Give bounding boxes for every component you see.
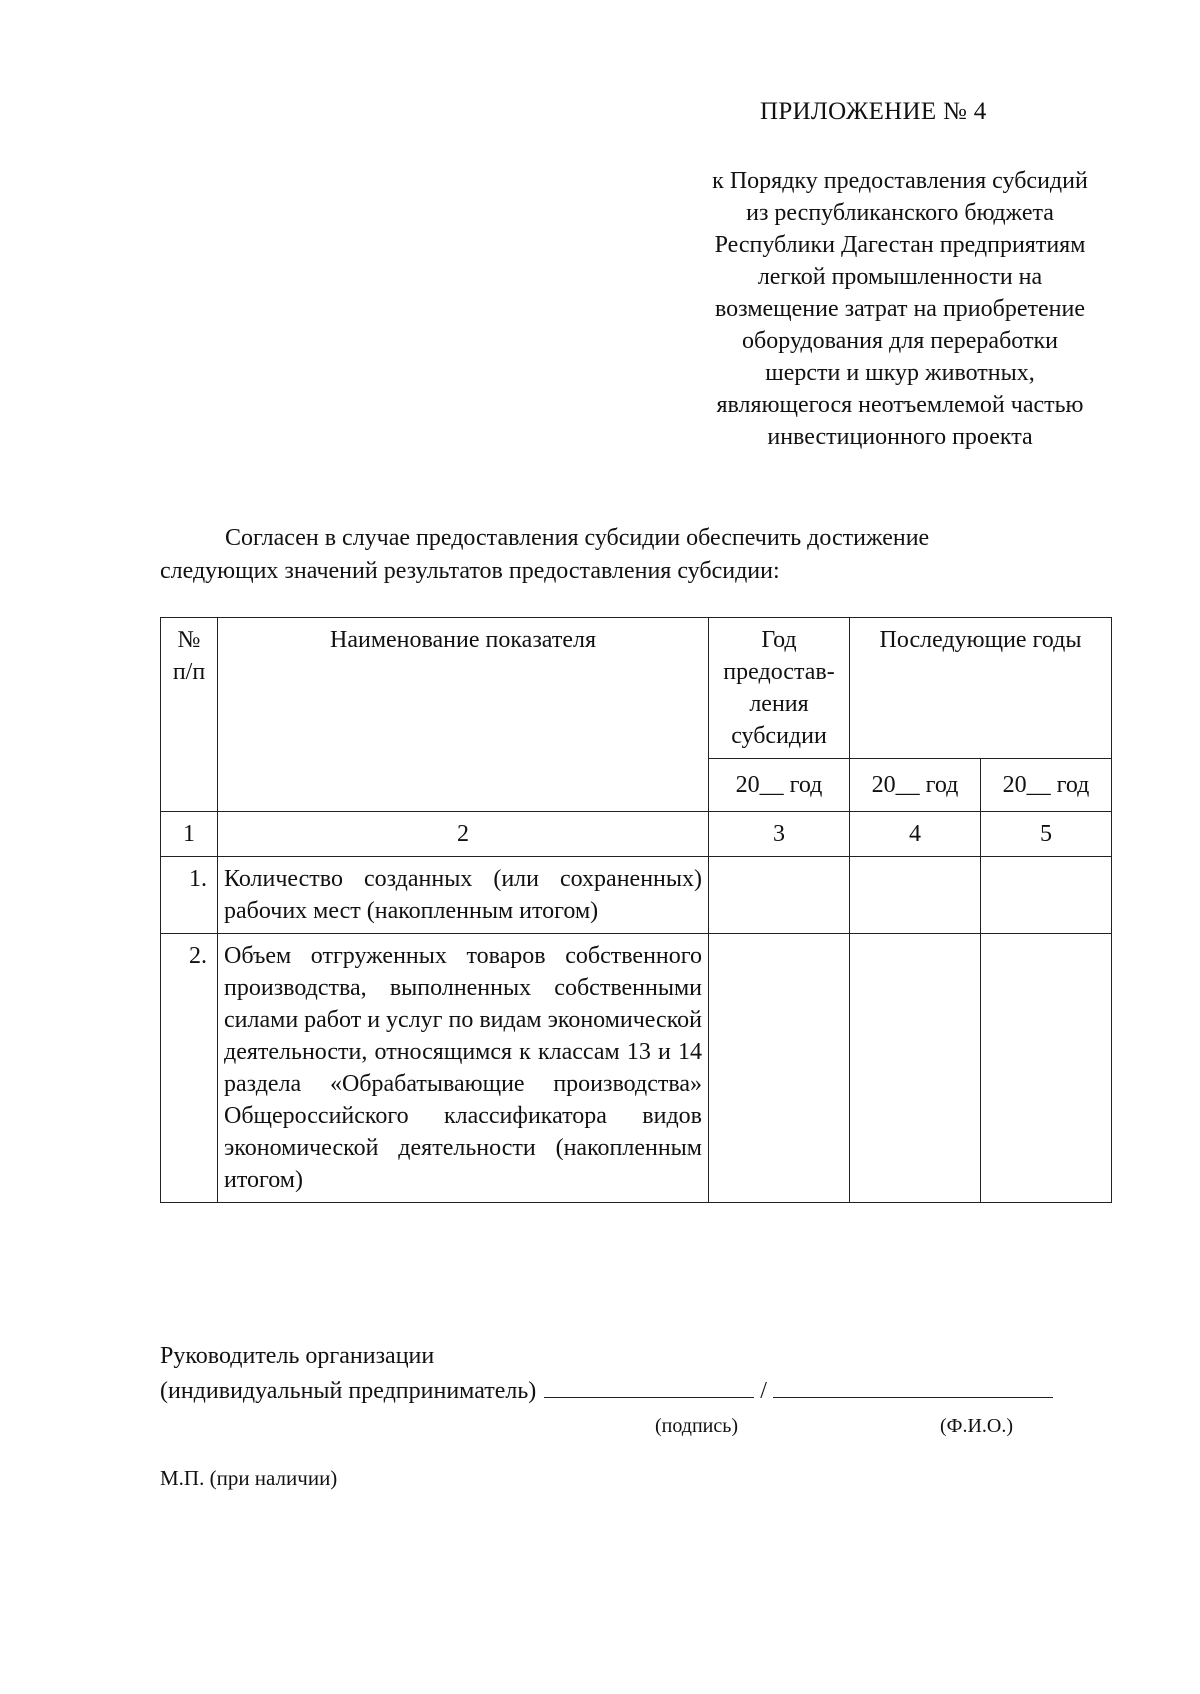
value-cell: [709, 857, 850, 934]
value-cell: [850, 857, 981, 934]
stamp-note: М.П. (при наличии): [160, 1466, 338, 1490]
value-cell: [850, 934, 981, 1203]
row-number: 2.: [161, 934, 218, 1203]
signature-separator: /: [760, 1378, 767, 1404]
subtitle-line: шерсти и шкур животных,: [765, 360, 1035, 386]
header-indicator-name: Наименование показателя: [218, 618, 709, 812]
year-cell: 20__ год: [981, 759, 1112, 812]
subtitle-line: являющегося неотъемлемой частью: [716, 392, 1084, 418]
subtitle-line: инвестиционного проекта: [767, 424, 1033, 450]
intro-paragraph: [160, 522, 1060, 588]
year-cell: 20__ год: [709, 759, 850, 812]
header-num: № п/п: [161, 618, 218, 812]
subtitle-line: из республиканского бюджета: [746, 200, 1054, 226]
column-number: 4: [850, 812, 981, 857]
signature-caption: (подпись): [655, 1415, 739, 1437]
row-number: 1.: [161, 857, 218, 934]
header-following-years: Последующие годы: [850, 618, 1112, 759]
intro-line: Согласен в случае предоставления субсидии обеспечить достижение: [225, 525, 930, 551]
column-number: 2: [218, 812, 709, 857]
subtitle-line: Республики Дагестан предприятиям: [714, 232, 1086, 258]
subtitle-line: к Порядку предоставления субсидий: [712, 168, 1088, 194]
year-cell: 20__ год: [850, 759, 981, 812]
signature-block: [160, 1340, 1120, 1438]
appendix-title: ПРИЛОЖЕНИЕ № 4: [760, 98, 987, 125]
header-subsidy-year: Год предостав-ления субсидии: [709, 618, 850, 759]
subtitle-line: возмещение затрат на приобретение: [715, 296, 1085, 322]
value-cell: [709, 934, 850, 1203]
subtitle-line: легкой промышленности на: [757, 264, 1043, 290]
full-name-caption: (Ф.И.О.): [940, 1415, 1014, 1437]
signer-title: Руководитель организации: [160, 1343, 435, 1369]
value-cell: [981, 934, 1112, 1203]
subtitle-line: оборудования для переработки: [742, 328, 1058, 354]
column-number: 3: [709, 812, 850, 857]
column-number-row: [161, 812, 1112, 857]
results-table: [160, 617, 1112, 1203]
column-number: 5: [981, 812, 1112, 857]
appendix-subtitle: [660, 165, 1140, 453]
value-cell: [981, 857, 1112, 934]
table-row: [161, 857, 1112, 934]
signer-subtitle: (индивидуальный предприниматель): [160, 1378, 537, 1404]
full-name-field[interactable]: [773, 1373, 1053, 1398]
column-number: 1: [161, 812, 218, 857]
table-row: [161, 934, 1112, 1203]
indicator-name: Количество созданных (или сохраненных) рабочих мест (накопленным итогом): [218, 857, 709, 934]
signature-field[interactable]: [544, 1373, 754, 1398]
intro-line: следующих значений результатов предоставления субсидии:: [160, 558, 780, 584]
indicator-name: Объем отгруженных товаров собственного производства, выполненных собственными силами работ и услуг по видам экономической деятельности, относящимся к классам 13 и 14 раздела «Обрабатывающие производства» Общероссийского классификатора видов экономической деятельности (накопленным итогом): [218, 934, 709, 1203]
